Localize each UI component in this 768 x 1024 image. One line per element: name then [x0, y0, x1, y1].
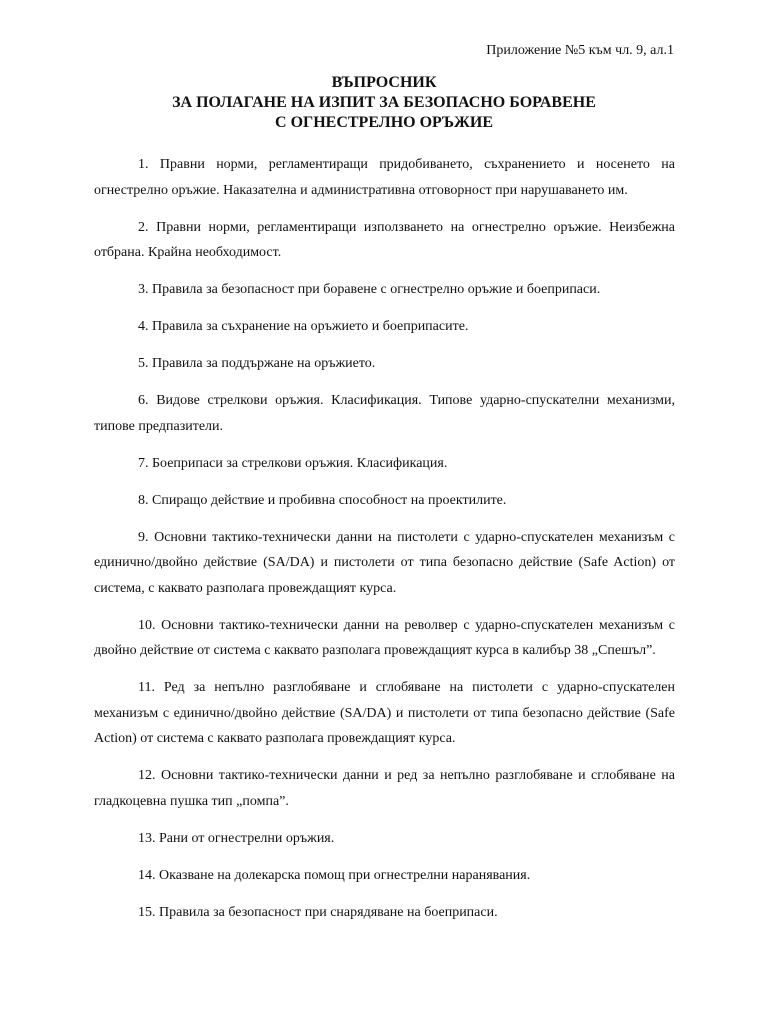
question-list [94, 152, 675, 937]
question-item [94, 613, 675, 664]
question-item [94, 388, 675, 439]
question-text: Правила за поддържане на оръжието. [152, 356, 376, 371]
question-text: Правила за безопасност при боравене с огнестрелно оръжие и боеприпаси. [152, 282, 601, 297]
question-text: Правила за съхранение на оръжието и боеприпасите. [152, 319, 469, 334]
question-text: Правила за безопасност при снарядяване на боеприпаси. [159, 904, 498, 920]
question-item [94, 351, 675, 377]
question-text: Основни тактико-технически данни на пистолети с ударно-спускателен механизъм с единично/двойно действие (SA/DA) и пистолети от типа безопасно действие (Safe Action) от система, с каквато разполага провеждащият курса. [94, 529, 676, 596]
question-item [94, 152, 675, 203]
question-number: 9. [138, 529, 149, 545]
question-item [94, 215, 675, 266]
question-text: Оказване на долекарска помощ при огнестрелни наранявания. [159, 867, 531, 883]
question-number: 11. [138, 680, 155, 695]
question-number: 6. [138, 393, 149, 408]
question-number: 12. [138, 768, 156, 783]
question-item [94, 451, 675, 477]
question-text: Рани от огнестрелни оръжия. [159, 830, 335, 846]
title-line-1: ВЪПРОСНИК [331, 74, 437, 91]
question-number: 10. [138, 617, 156, 633]
question-item [94, 488, 675, 514]
question-number: 14. [138, 867, 156, 883]
question-number: 3. [138, 282, 149, 297]
question-number: 5. [138, 356, 149, 371]
question-item [94, 826, 675, 852]
question-item [94, 314, 675, 340]
question-item [94, 900, 675, 926]
question-item [94, 863, 675, 889]
question-number: 2. [138, 219, 149, 235]
question-item [94, 675, 675, 752]
question-text: Правни норми, регламентиращи придобиването, съхранението и носенето на огнестрелно оръжие. Наказателна и административна отговорност при нарушаването им. [94, 157, 675, 198]
question-text: Основни тактико-технически данни на револвер с ударно-спускателен механизъм с двойно действие от система с каквато разполага провеждащият курса в калибър 38 „Спешъл”. [94, 617, 675, 658]
question-item [94, 763, 675, 814]
question-number: 1. [138, 157, 149, 172]
question-number: 15. [138, 904, 156, 920]
question-text: Ред за непълно разглобяване и сглобяване на пистолети с ударно-спускателен механизъм с единично/двойно действие (SA/DA) и пистолети от типа безопасно действие (Safe Action) от система с каквато разполага провеждащият курса. [94, 680, 675, 746]
annex-reference: Приложение №5 към чл. 9, ал.1 [486, 43, 674, 58]
question-number: 7. [138, 455, 149, 471]
question-item [94, 525, 675, 602]
title-line-3: С ОГНЕСТРЕЛНО ОРЪЖИЕ [275, 114, 493, 131]
question-number: 8. [138, 492, 149, 508]
question-text: Основни тактико-технически данни и ред за непълно разглобяване и сглобяване на гладкоцевна пушка тип „помпа”. [94, 768, 675, 809]
document-title [0, 73, 768, 133]
question-text: Видове стрелкови оръжия. Класификация. Типове ударно-спускателни механизми, типове предпазители. [94, 393, 676, 434]
question-text: Спиращо действие и пробивна способност на проектилите. [152, 492, 507, 508]
question-text: Боеприпаси за стрелкови оръжия. Класификация. [152, 455, 448, 471]
question-number: 4. [138, 319, 149, 334]
question-text: Правни норми, регламентиращи използването на огнестрелно оръжие. Неизбежна отбрана. Крайна необходимост. [94, 219, 676, 260]
question-number: 13. [138, 830, 156, 846]
question-item [94, 277, 675, 303]
title-line-2: ЗА ПОЛАГАНЕ НА ИЗПИТ ЗА БЕЗОПАСНО БОРАВЕНЕ [172, 94, 596, 111]
